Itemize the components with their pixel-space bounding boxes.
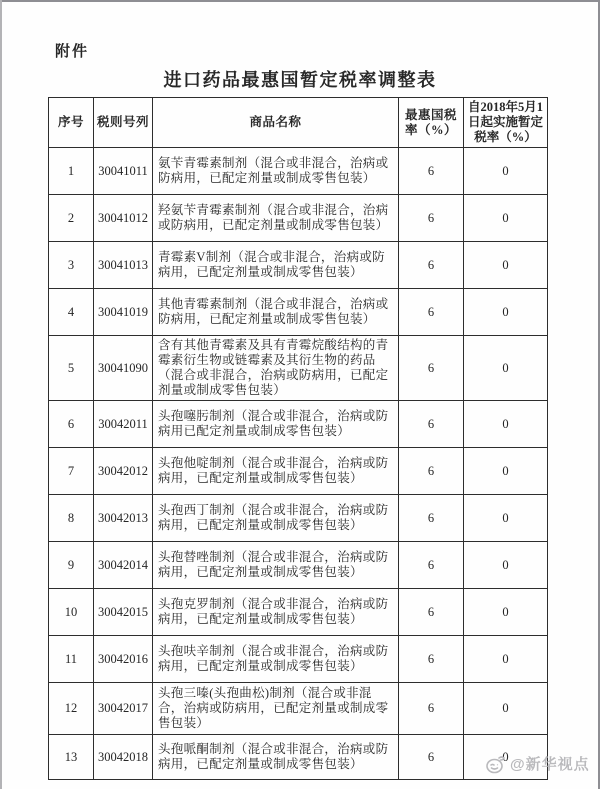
tariff-code-cell: 30041090 bbox=[94, 336, 153, 401]
row-number-cell: 10 bbox=[49, 589, 94, 636]
mfn-rate-cell: 6 bbox=[399, 242, 464, 289]
tariff-code-cell: 30042012 bbox=[94, 448, 153, 495]
table-row bbox=[49, 589, 548, 636]
watermark-text: @新华视点 bbox=[510, 756, 590, 773]
tariff-code-cell: 30041012 bbox=[94, 195, 153, 242]
row-number-cell: 12 bbox=[49, 683, 94, 735]
row-number-cell: 7 bbox=[49, 448, 94, 495]
product-name-cell: 头孢替唑制剂（混合或非混合，治病或防病用，已配定剂量或制成零售包装） bbox=[153, 542, 399, 589]
provisional-rate-cell: 0 bbox=[464, 448, 548, 495]
header-product-name: 商品名称 bbox=[153, 98, 399, 148]
header-row-number: 序号 bbox=[49, 98, 94, 148]
table-header bbox=[49, 98, 548, 148]
provisional-rate-cell: 0 bbox=[464, 336, 548, 401]
mfn-rate-cell: 6 bbox=[399, 148, 464, 195]
mfn-rate-cell: 6 bbox=[399, 401, 464, 448]
table-row bbox=[49, 735, 548, 780]
watermark bbox=[485, 753, 590, 774]
product-name-cell: 羟氨苄青霉素制剂（混合或非混合，治病或防病用，已配定剂量或制成零售包装） bbox=[153, 195, 399, 242]
provisional-rate-cell: 0 bbox=[464, 636, 548, 683]
attachment-label: 附件 bbox=[55, 44, 90, 60]
table-row bbox=[49, 289, 548, 336]
provisional-rate-cell: 0 bbox=[464, 735, 548, 780]
mfn-rate-cell: 6 bbox=[399, 636, 464, 683]
tariff-code-cell: 30042013 bbox=[94, 495, 153, 542]
row-number-cell: 1 bbox=[49, 148, 94, 195]
header-tariff-code: 税则号列 bbox=[94, 98, 153, 148]
provisional-rate-cell: 0 bbox=[464, 148, 548, 195]
mfn-rate-cell: 6 bbox=[399, 289, 464, 336]
provisional-rate-cell: 0 bbox=[464, 242, 548, 289]
product-name-cell: 头孢哌酮制剂（混合或非混合，治病或防病用，已配定剂量或制成零售包装） bbox=[153, 735, 399, 780]
row-number-cell: 8 bbox=[49, 495, 94, 542]
product-name-cell: 头孢呋辛制剂（混合或非混合，治病或防病用，已配定剂量或制成零售包装） bbox=[153, 636, 399, 683]
mfn-rate-cell: 6 bbox=[399, 495, 464, 542]
row-number-cell: 11 bbox=[49, 636, 94, 683]
mfn-rate-cell: 6 bbox=[399, 448, 464, 495]
tariff-code-cell: 30041019 bbox=[94, 289, 153, 336]
page-edge-top bbox=[0, 0, 600, 2]
table-row bbox=[49, 336, 548, 401]
header-mfn-rate: 最惠国税率（%） bbox=[399, 98, 464, 148]
mfn-rate-cell: 6 bbox=[399, 683, 464, 735]
page-title: 进口药品最惠国暂定税率调整表 bbox=[163, 70, 437, 90]
table-row bbox=[49, 448, 548, 495]
mfn-rate-cell: 6 bbox=[399, 589, 464, 636]
product-name-cell: 青霉素V制剂（混合或非混合，治病或防病用，已配定剂量或制成零售包装） bbox=[153, 242, 399, 289]
tariff-code-cell: 30042011 bbox=[94, 401, 153, 448]
tariff-code-cell: 30042017 bbox=[94, 683, 153, 735]
mfn-rate-cell: 6 bbox=[399, 336, 464, 401]
table-row bbox=[49, 242, 548, 289]
product-name-cell: 氨苄青霉素制剂（混合或非混合，治病或防病用，已配定剂量或制成零售包装） bbox=[153, 148, 399, 195]
product-name-cell: 头孢他啶制剂（混合或非混合，治病或防病用，已配定剂量或制成零售包装） bbox=[153, 448, 399, 495]
table-row bbox=[49, 195, 548, 242]
table-row bbox=[49, 542, 548, 589]
tariff-table bbox=[48, 97, 548, 780]
product-name-cell: 其他青霉素制剂（混合或非混合，治病或防病用，已配定剂量或制成零售包装） bbox=[153, 289, 399, 336]
provisional-rate-cell: 0 bbox=[464, 195, 548, 242]
tariff-code-cell: 30042018 bbox=[94, 735, 153, 780]
tariff-code-cell: 30041011 bbox=[94, 148, 153, 195]
provisional-rate-cell: 0 bbox=[464, 589, 548, 636]
row-number-cell: 9 bbox=[49, 542, 94, 589]
provisional-rate-cell: 0 bbox=[464, 289, 548, 336]
provisional-rate-cell: 0 bbox=[464, 401, 548, 448]
tariff-code-cell: 30042016 bbox=[94, 636, 153, 683]
xinhua-face-logo-icon bbox=[485, 754, 507, 774]
product-name-cell: 头孢西丁制剂（混合或非混合，治病或防病用，已配定剂量或制成零售包装） bbox=[153, 495, 399, 542]
row-number-cell: 6 bbox=[49, 401, 94, 448]
product-name-cell: 含有其他青霉素及具有青霉烷酸结构的青霉素衍生物或链霉素及其衍生物的药品（混合或非混合，治病或防病用，已配定剂量或制成零售包装） bbox=[153, 336, 399, 401]
tariff-code-cell: 30042015 bbox=[94, 589, 153, 636]
provisional-rate-cell: 0 bbox=[464, 683, 548, 735]
product-name-cell: 头孢噻肟制剂（混合或非混合，治病或防病用已配定剂量或制成零售包装） bbox=[153, 401, 399, 448]
row-number-cell: 2 bbox=[49, 195, 94, 242]
mfn-rate-cell: 6 bbox=[399, 195, 464, 242]
product-name-cell: 头孢克罗制剂（混合或非混合，治病或防病用，已配定剂量或制成零售包装） bbox=[153, 589, 399, 636]
table-row bbox=[49, 683, 548, 735]
table-row bbox=[49, 495, 548, 542]
tariff-code-cell: 30042014 bbox=[94, 542, 153, 589]
row-number-cell: 13 bbox=[49, 735, 94, 780]
tariff-code-cell: 30041013 bbox=[94, 242, 153, 289]
table-row bbox=[49, 148, 548, 195]
row-number-cell: 4 bbox=[49, 289, 94, 336]
row-number-cell: 5 bbox=[49, 336, 94, 401]
product-name-cell: 头孢三嗪(头孢曲松)制剂（混合或非混合，治病或防病用，已配定剂量或制成零售包装） bbox=[153, 683, 399, 735]
table-row bbox=[49, 636, 548, 683]
tariff-table-body bbox=[49, 148, 548, 780]
mfn-rate-cell: 6 bbox=[399, 542, 464, 589]
header-provisional-rate: 自2018年5月1日起实施暂定税率（%） bbox=[464, 98, 548, 148]
provisional-rate-cell: 0 bbox=[464, 495, 548, 542]
row-number-cell: 3 bbox=[49, 242, 94, 289]
mfn-rate-cell: 6 bbox=[399, 735, 464, 780]
page-edge-left bbox=[0, 0, 2, 789]
provisional-rate-cell: 0 bbox=[464, 542, 548, 589]
table-row bbox=[49, 401, 548, 448]
table-header-row bbox=[49, 98, 548, 148]
